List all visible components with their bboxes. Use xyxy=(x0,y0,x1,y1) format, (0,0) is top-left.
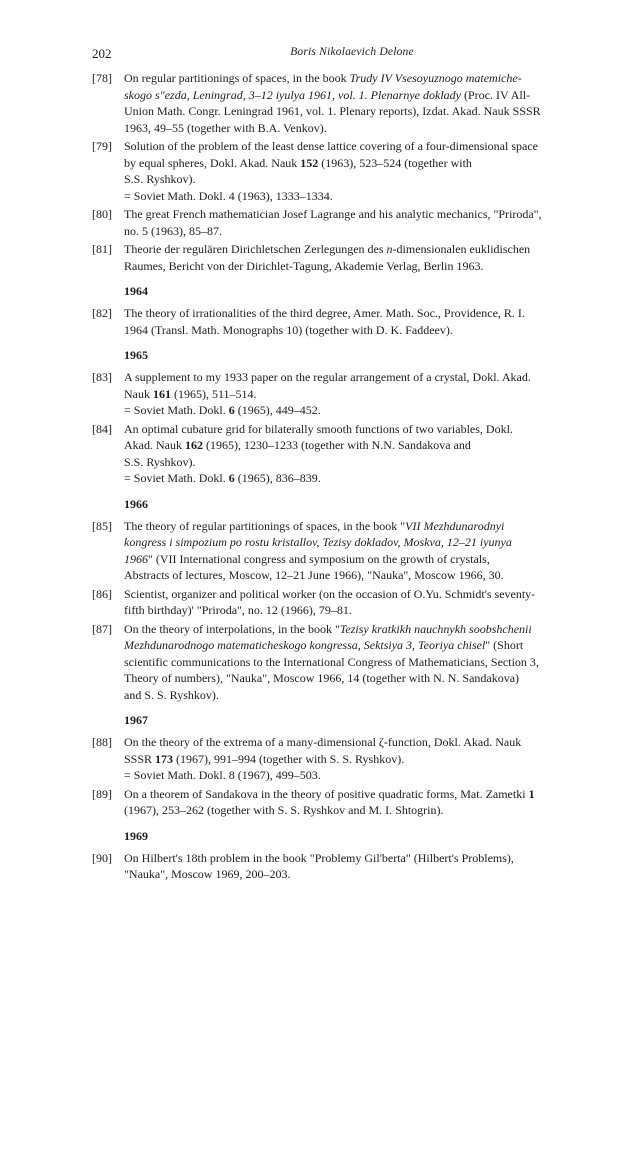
text-run: scientific communications to the International Congress of Mathematicians, Section 3, xyxy=(124,654,539,669)
bibliography-entry xyxy=(92,241,612,274)
text-run: kongress i simpozium po rostu kristallov, Tezisy dokladov, Moskva, 12–21 iyunya xyxy=(124,535,512,549)
text-run: 1966 xyxy=(124,551,148,566)
text-run: (1963), 523–524 (together with xyxy=(318,155,472,170)
text-run: Theory of numbers), "Nauka", Moscow 1966, 14 (together with N. N. Sandakova) xyxy=(124,671,520,685)
text-run: and S. S. Ryshkov). xyxy=(124,687,219,702)
entry-line xyxy=(124,621,612,638)
text-run: S.S. Ryshkov). xyxy=(124,172,196,186)
bibliography-entry xyxy=(92,421,612,487)
entry-line xyxy=(124,223,612,240)
entry-line xyxy=(124,421,612,438)
text-run: A supplement to my 1933 paper on the regular arrangement of a crystal, Dokl. Akad. xyxy=(124,370,531,384)
entry-line xyxy=(124,138,612,155)
text-run: -dimensionalen euklidischen xyxy=(392,242,531,256)
entry-line xyxy=(124,454,612,471)
entry-number: [87] xyxy=(92,621,112,636)
entry-number: [84] xyxy=(92,421,112,436)
entry-line xyxy=(124,386,612,403)
entry-line xyxy=(124,767,612,784)
entry-number: [86] xyxy=(92,586,112,601)
text-run: Scientist, organizer and political worker (on the occasion of O.Yu. Schmidt's seventy- xyxy=(124,586,536,601)
text-run: (1967), 991–994 (together with S. S. Ryshkov). xyxy=(173,751,405,766)
page-number: 202 xyxy=(92,46,112,61)
text-run: On Hilbert's 18th problem in the book "Problemy Gil'berta" (Hilbert's Problems), xyxy=(124,850,514,865)
text-run: Solution of the problem of the least dense lattice covering of a four-dimensional space xyxy=(124,139,538,153)
text-run: Akad. Nauk xyxy=(124,438,185,452)
entry-line xyxy=(124,850,612,867)
text-run: 1964 (Transl. Math. Monographs 10) (together with D. K. Faddeev). xyxy=(124,322,453,337)
text-run: 161 xyxy=(153,386,171,401)
entry-number: [88] xyxy=(92,735,112,749)
text-run: 152 xyxy=(300,155,319,170)
text-run: (Proc. IV All- xyxy=(460,87,531,102)
entry-line xyxy=(124,258,612,275)
year-heading: 1965 xyxy=(124,348,148,362)
entry-line xyxy=(124,322,612,339)
bibliography-entry xyxy=(92,369,612,419)
entry-line xyxy=(124,437,612,454)
text-run: On the theory of interpolations, in the book " xyxy=(124,621,340,636)
bibliography-entry xyxy=(92,518,612,584)
bibliography-entry xyxy=(92,621,612,704)
entry-line xyxy=(124,120,612,137)
text-run: Nauk xyxy=(124,386,153,401)
text-run: = Soviet Math. Dokl. 8 (1967), 499–503. xyxy=(124,768,321,782)
entry-line xyxy=(124,103,612,120)
entry-line xyxy=(124,654,612,671)
text-run: " (Short xyxy=(485,638,524,652)
text-run: On regular partitionings of spaces, in the book xyxy=(124,71,350,85)
bibliography-entry xyxy=(92,786,612,819)
entry-line xyxy=(124,305,612,322)
entry-number: [79] xyxy=(92,139,112,153)
text-run: = Soviet Math. Dokl. xyxy=(124,403,229,417)
year-heading: 1966 xyxy=(124,496,148,511)
bibliography-list xyxy=(92,70,612,885)
text-run: Abstracts of lectures, Moscow, 12–21 June 1966), "Nauka", Moscow 1966, 30. xyxy=(124,568,504,582)
text-run: Theorie der regulären Dirichletschen Zerlegungen des xyxy=(124,242,387,256)
entry-line xyxy=(124,637,612,654)
text-run: 1963, 49–55 (together with B.A. Venkov). xyxy=(124,120,327,135)
entry-line xyxy=(124,687,612,704)
entry-line xyxy=(124,206,612,223)
entry-line xyxy=(124,534,612,551)
text-run: Tezisy kratkikh nauchnykh soobshchenii xyxy=(339,621,532,636)
text-run: (1965), 1230–1233 (together with N.N. Sandakova and xyxy=(202,438,471,452)
entry-line xyxy=(124,786,612,803)
entry-line xyxy=(124,551,612,568)
bibliography-entry xyxy=(92,586,612,619)
entry-line xyxy=(124,470,612,487)
entry-line xyxy=(124,518,612,535)
text-run: 6 xyxy=(228,403,235,417)
text-run: VII Mezhdunarodnyi xyxy=(405,518,505,533)
text-run: 6 xyxy=(228,471,235,485)
text-run: " (VII International congress and symposium on the growth of crystals, xyxy=(148,551,490,566)
text-run: 173 xyxy=(155,751,174,766)
text-run: = Soviet Math. Dokl. xyxy=(124,471,229,485)
entry-number: [83] xyxy=(92,370,112,384)
entry-number: [82] xyxy=(92,306,112,320)
text-run: Raumes, Bericht von der Dirichlet-Tagung, Akademie Verlag, Berlin 1963. xyxy=(124,258,484,273)
entry-line xyxy=(124,670,612,687)
text-run: On a theorem of Sandakova in the theory of positive quadratic forms, Mat. Zametki xyxy=(124,786,529,801)
entry-line xyxy=(124,369,612,386)
text-run: The theory of irrationalities of the third degree, Amer. Math. Soc., Providence, R. I. xyxy=(124,306,525,320)
text-run: skogo s"ezda, Leningrad, 3–12 iyulya 1961, vol. 1. Plenarnye doklady xyxy=(124,87,461,102)
entry-line xyxy=(124,802,612,819)
bibliography-entry xyxy=(92,206,612,239)
text-run: Trudy IV Vsesoyuznogo matemiche- xyxy=(349,71,522,85)
year-heading: 1964 xyxy=(124,284,148,298)
entry-number: [81] xyxy=(92,242,112,256)
text-run: (1965), 836–839. xyxy=(234,471,321,485)
text-run: (1965), 511–514. xyxy=(171,386,257,401)
bibliography-entry xyxy=(92,734,612,784)
text-run: The great French mathematician Josef Lagrange and his analytic mechanics, "Priroda", xyxy=(124,207,542,221)
entry-line xyxy=(124,567,612,584)
entry-number: [90] xyxy=(92,850,112,865)
entry-line xyxy=(124,155,612,172)
entry-line xyxy=(124,734,612,751)
running-title: Boris Nikolaevich Delone xyxy=(290,46,414,58)
text-run: The theory of regular partitionings of spaces, in the book " xyxy=(124,518,406,533)
text-run: SSSR xyxy=(124,751,156,766)
bibliography-entry xyxy=(92,305,612,338)
entry-number: [80] xyxy=(92,207,112,221)
text-run: On the theory of the extrema of a many-dimensional ζ-function, Dokl. Akad. Nauk xyxy=(124,735,522,749)
entry-line xyxy=(124,586,612,603)
text-run: Union Math. Congr. Leningrad 1961, vol. 1. Plenary reports), Izdat. Akad. Nauk SSSR xyxy=(124,104,541,118)
entry-number: [89] xyxy=(92,786,112,801)
text-run: 1 xyxy=(528,786,535,801)
entry-number: [78] xyxy=(92,71,112,85)
text-run: (1965), 449–452. xyxy=(234,403,321,417)
text-run: fifth birthday)' "Priroda", no. 12 (1966), 79–81. xyxy=(124,603,352,617)
text-run: An optimal cubature grid for bilaterally smooth functions of two variables, Dokl. xyxy=(124,421,513,436)
text-run: = Soviet Math. Dokl. 4 (1963), 1333–1334. xyxy=(124,188,333,203)
bibliography-entry xyxy=(92,850,612,883)
entry-line xyxy=(124,87,612,104)
text-run: no. 5 (1963), 85–87. xyxy=(124,223,222,238)
page-header xyxy=(92,46,612,66)
entry-line xyxy=(124,866,612,883)
bibliography-entry xyxy=(92,70,612,136)
entry-line xyxy=(124,171,612,188)
text-run: Mezhdunarodnogo matematicheskogo kongressa, Sektsiya 3, Teoriya chisel xyxy=(124,638,486,652)
year-heading: 1969 xyxy=(124,828,148,843)
entry-line xyxy=(124,602,612,619)
text-run: 162 xyxy=(184,438,203,452)
text-run: by equal spheres, Dokl. Akad. Nauk xyxy=(124,155,301,170)
entry-line xyxy=(124,402,612,419)
entry-line xyxy=(124,70,612,87)
year-heading: 1967 xyxy=(124,713,148,727)
text-run: n xyxy=(386,242,393,256)
entry-line xyxy=(124,188,612,205)
text-run: "Nauka", Moscow 1969, 200–203. xyxy=(124,867,291,881)
text-run: S.S. Ryshkov). xyxy=(124,454,196,469)
entry-number: [85] xyxy=(92,518,112,533)
text-run: (1967), 253–262 (together with S. S. Ryshkov and M. I. Shtogrin). xyxy=(124,803,444,817)
entry-line xyxy=(124,241,612,258)
entry-line xyxy=(124,751,612,768)
bibliography-entry xyxy=(92,138,612,204)
